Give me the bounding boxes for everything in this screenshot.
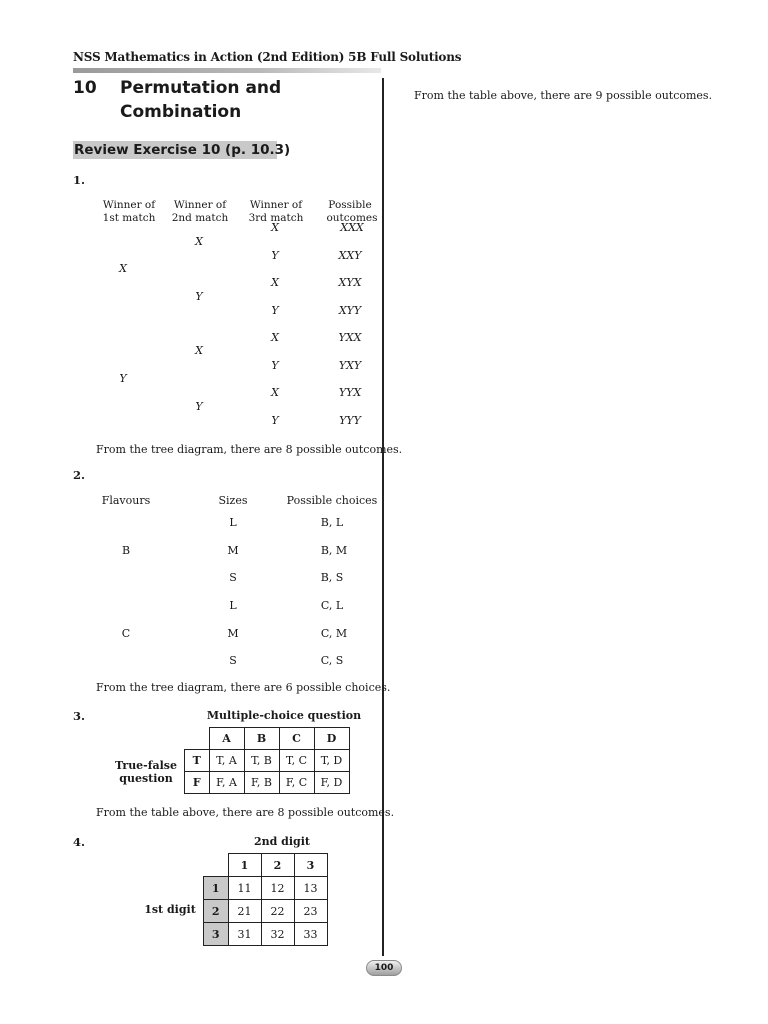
q1-third-node: Y	[271, 304, 279, 317]
q1-header-3rd-line1: Winner of	[249, 199, 303, 211]
q1-third-node: X	[271, 221, 279, 234]
q3-row-header: F	[185, 772, 210, 794]
q2-conclusion: From the tree diagram, there are 6 possible choices.	[96, 681, 391, 694]
q4-corner	[204, 854, 229, 877]
q1-third-node: Y	[271, 249, 279, 262]
q2-choice: B, L	[320, 516, 344, 529]
question-3-number: 3.	[73, 709, 86, 723]
q2-size: L	[229, 599, 237, 612]
q3-cell: T, D	[314, 750, 349, 772]
q3-col-header: C	[279, 728, 314, 750]
right-column-text: From the table above, there are 9 possible outcomes.	[414, 89, 713, 102]
q3-corner	[185, 728, 210, 750]
q2-size: S	[229, 654, 237, 667]
page-number: 100	[366, 960, 402, 976]
chapter-title-line2: Combination	[120, 102, 242, 122]
q4-cell: 33	[294, 923, 327, 946]
q3-cell: F, B	[244, 772, 279, 794]
q1-second-node: Y	[195, 400, 203, 413]
q4-cell: 22	[261, 900, 294, 923]
question-1-number: 1.	[73, 173, 86, 187]
q4-cell: 23	[294, 900, 327, 923]
q1-conclusion: From the tree diagram, there are 8 possible outcomes.	[96, 443, 403, 456]
q3-conclusion: From the table above, there are 8 possible outcomes.	[96, 806, 395, 819]
q1-header-2nd-line1: Winner of	[173, 199, 227, 211]
q1-third-node: X	[271, 276, 279, 289]
q1-header-1st-line1: Winner of	[102, 199, 156, 211]
q4-row-header: 2	[204, 900, 229, 923]
q4-cell: 32	[261, 923, 294, 946]
q2-header-choices: Possible choices	[286, 494, 378, 507]
q3-cell: T, B	[244, 750, 279, 772]
q2-choice: C, L	[320, 599, 344, 612]
q3-cell: F, D	[314, 772, 349, 794]
q3-col-header: B	[244, 728, 279, 750]
q3-row-header: T	[185, 750, 210, 772]
q1-third-node: Y	[271, 359, 279, 372]
q3-col-header: A	[209, 728, 244, 750]
q1-first-x: X	[119, 262, 127, 275]
q1-header-2nd-line2: 2nd match	[171, 212, 229, 224]
q2-choice: B, M	[320, 544, 348, 557]
q2-size: S	[229, 571, 237, 584]
q2-header-sizes: Sizes	[218, 494, 248, 507]
q2-choice: B, S	[320, 571, 344, 584]
q1-outcome: YYX	[338, 386, 362, 399]
q1-header-3rd-line2: 3rd match	[248, 212, 304, 224]
q4-col-header: 3	[294, 854, 327, 877]
q1-outcome: YXX	[338, 331, 362, 344]
q3-table-title: Multiple-choice question	[206, 709, 362, 722]
q3-cell: T, A	[209, 750, 244, 772]
q2-size: L	[229, 516, 237, 529]
chapter-title-line1: Permutation and	[120, 78, 282, 98]
review-exercise-heading: Review Exercise 10 (p. 10.3)	[74, 142, 291, 158]
q1-header-outcomes-line2: outcomes	[326, 212, 378, 224]
q3-table	[184, 727, 350, 794]
q4-cell: 12	[261, 877, 294, 900]
header-rule	[73, 68, 381, 73]
chapter-number: 10	[73, 78, 97, 98]
q2-choice: C, M	[320, 627, 348, 640]
q1-third-node: X	[271, 386, 279, 399]
q4-col-header: 1	[228, 854, 261, 877]
question-2-number: 2.	[73, 468, 86, 482]
q3-col-header: D	[314, 728, 349, 750]
column-divider	[382, 78, 384, 956]
q2-size: M	[227, 627, 239, 640]
q3-cell: T, C	[279, 750, 314, 772]
q4-row-header: 1	[204, 877, 229, 900]
q1-second-node: X	[195, 235, 203, 248]
q1-second-node: Y	[195, 290, 203, 303]
q4-col-header: 2	[261, 854, 294, 877]
q4-cell: 11	[228, 877, 261, 900]
q1-third-node: Y	[271, 414, 279, 427]
q1-third-node: X	[271, 331, 279, 344]
q2-flavour: C	[121, 627, 131, 640]
q1-outcome: XYY	[338, 304, 362, 317]
q1-second-node: X	[195, 344, 203, 357]
question-4-number: 4.	[73, 835, 86, 849]
q1-outcome: XXY	[338, 249, 362, 262]
q2-choice: C, S	[320, 654, 344, 667]
q4-row-header: 3	[204, 923, 229, 946]
q4-cell: 21	[228, 900, 261, 923]
q3-row-label-line1: True-false	[115, 759, 177, 772]
q4-cell: 31	[228, 923, 261, 946]
q4-table	[203, 853, 328, 946]
q1-first-y: Y	[119, 372, 127, 385]
q1-outcome: XXX	[340, 221, 364, 234]
q2-header-flavours: Flavours	[101, 494, 151, 507]
q4-row-label: 1st digit	[144, 903, 196, 916]
q3-cell: F, A	[209, 772, 244, 794]
q1-header-1st-line2: 1st match	[102, 212, 156, 224]
q3-row-label-line2: question	[119, 772, 173, 785]
q2-flavour: B	[121, 544, 131, 557]
q1-header-outcomes-line1: Possible	[328, 199, 372, 211]
running-header: NSS Mathematics in Action (2nd Edition) 5B Full Solutions	[73, 50, 462, 64]
q3-cell: F, C	[279, 772, 314, 794]
q4-cell: 13	[294, 877, 327, 900]
q1-outcome: YYY	[339, 414, 361, 427]
q1-outcome: YXY	[338, 359, 362, 372]
q4-table-title: 2nd digit	[254, 835, 310, 848]
q1-outcome: XYX	[338, 276, 362, 289]
q2-size: M	[227, 544, 239, 557]
